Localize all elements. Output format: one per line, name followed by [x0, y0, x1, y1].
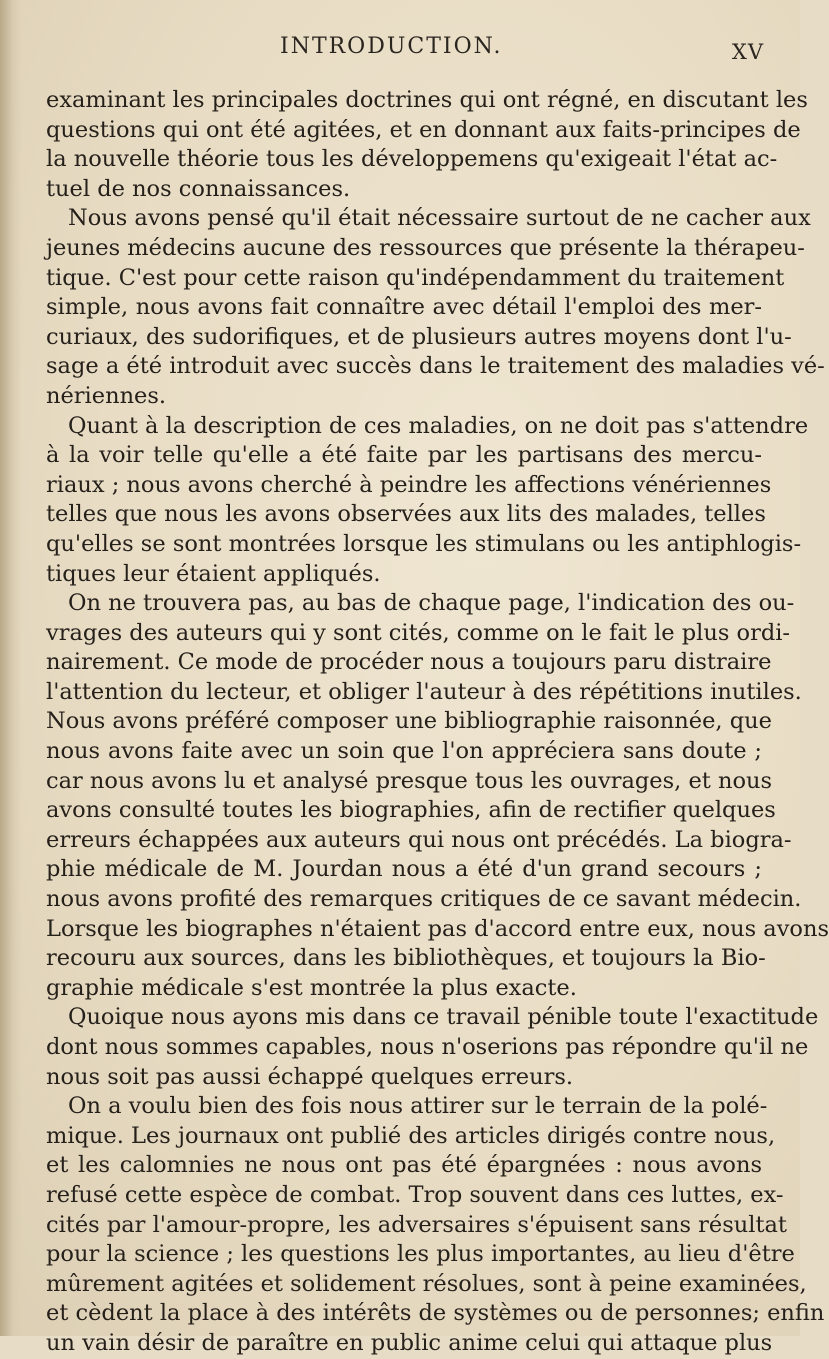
text-line: mique. Les journaux ont publié des articles dirigés contre nous,: [46, 1122, 776, 1149]
body-text: [46, 86, 829, 1359]
text-line: Quoique nous ayons mis dans ce travail pénible toute l'exactitude: [68, 1004, 819, 1031]
text-line: tiques leur étaient appliqués.: [46, 560, 381, 587]
paragraph-5: [46, 1003, 819, 1092]
page-edge-shadow: [0, 0, 22, 1336]
text-line: questions qui ont été agitées, et en donnant aux faits-principes de: [46, 116, 801, 143]
text-line: pour la science ; les questions les plus importantes, au lieu d'être: [46, 1241, 795, 1268]
text-line: phie médicale de M. Jourdan nous a été d'un grand secours ;: [46, 856, 762, 883]
text-line: On ne trouvera pas, au bas de chaque page, l'indication des ou-: [68, 590, 795, 617]
text-line: recouru aux sources, dans les bibliothèques, et toujours la Bio-: [46, 945, 766, 972]
text-line: refusé cette espèce de combat. Trop souvent dans ces luttes, ex-: [46, 1181, 784, 1208]
text-line: nous avons profité des remarques critiques de ce savant médecin.: [46, 886, 802, 913]
text-line: car nous avons lu et analysé presque tous les ouvrages, et nous: [46, 767, 773, 794]
paragraph-3: [46, 412, 809, 590]
text-line: examinant les principales doctrines qui ont régné, en discutant les: [46, 87, 808, 113]
paragraph-6: [46, 1092, 825, 1358]
text-line: nériennes.: [46, 382, 167, 409]
text-line: nous avons faite avec un soin que l'on appréciera sans doute ;: [46, 738, 762, 765]
text-line: cités par l'amour-propre, les adversaires s'épuisent sans résultat: [46, 1211, 787, 1238]
text-line: un vain désir de paraître en public anime celui qui attaque plus: [46, 1329, 773, 1356]
text-line: vrages des auteurs qui y sont cités, comme on le fait le plus ordi-: [46, 619, 791, 646]
text-line: riaux ; nous avons cherché à peindre les affections vénériennes: [46, 471, 772, 498]
paragraph-4: [46, 589, 829, 1003]
text-line: jeunes médecins aucune des ressources que présente la thérapeu-: [46, 234, 805, 261]
text-line: tique. C'est pour cette raison qu'indépendamment du traitement: [46, 264, 785, 291]
text-line: dont nous sommes capables, nous n'oserions pas répondre qu'il ne: [46, 1034, 809, 1060]
paragraph-1: [46, 86, 808, 204]
text-line: simple, nous avons fait connaître avec détail l'emploi des mer-: [46, 294, 762, 321]
text-line: la nouvelle théorie tous les développemens qu'exigeait l'état ac-: [46, 146, 778, 173]
text-line: à la voir telle qu'elle a été faite par les partisans des mercu-: [46, 442, 762, 469]
text-line: Nous avons pensé qu'il était nécessaire surtout de ne cacher aux: [68, 205, 811, 232]
text-line: mûrement agitées et solidement résolues, sont à peine examinées,: [46, 1270, 807, 1297]
text-line: Lorsque les biographes n'étaient pas d'accord entre eux, nous avons: [46, 915, 829, 942]
text-line: avons consulté toutes les biographies, afin de rectifier quelques: [46, 797, 776, 824]
text-line: sage a été introduit avec succès dans le traitement des maladies vé-: [46, 353, 825, 380]
text-line: On a voulu bien des fois nous attirer sur le terrain de la polé-: [68, 1093, 768, 1120]
text-line: curiaux, des sudorifiques, et de plusieurs autres moyens dont l'u-: [46, 323, 792, 350]
page-number: XV: [731, 40, 764, 64]
text-line: Nous avons préféré composer une bibliographie raisonnée, que: [46, 708, 772, 735]
text-line: telles que nous les avons observées aux lits des malades, telles: [46, 501, 766, 528]
page-header: [0, 34, 800, 74]
text-line: erreurs échappées aux auteurs qui nous ont précédés. La biogra-: [46, 826, 792, 853]
text-line: et les calomnies ne nous ont pas été épargnées : nous avons: [46, 1152, 762, 1179]
text-line: nairement. Ce mode de procéder nous a toujours paru distraire: [46, 649, 772, 676]
text-line: Quant à la description de ces maladies, on ne doit pas s'attendre: [68, 412, 809, 439]
paragraph-2: [46, 204, 825, 411]
text-line: graphie médicale s'est montrée la plus exacte.: [46, 974, 577, 1001]
text-line: et cèdent la place à des intérêts de systèmes ou de personnes; enfin: [46, 1300, 825, 1327]
text-line: l'attention du lecteur, et obliger l'auteur à des répétitions inutiles.: [46, 678, 802, 705]
running-head: INTRODUCTION.: [280, 34, 503, 59]
text-line: tuel de nos connaissances.: [46, 175, 351, 202]
text-line: qu'elles se sont montrées lorsque les stimulans ou les antiphlogis-: [46, 530, 802, 557]
text-line: nous soit pas aussi échappé quelques erreurs.: [46, 1063, 574, 1090]
